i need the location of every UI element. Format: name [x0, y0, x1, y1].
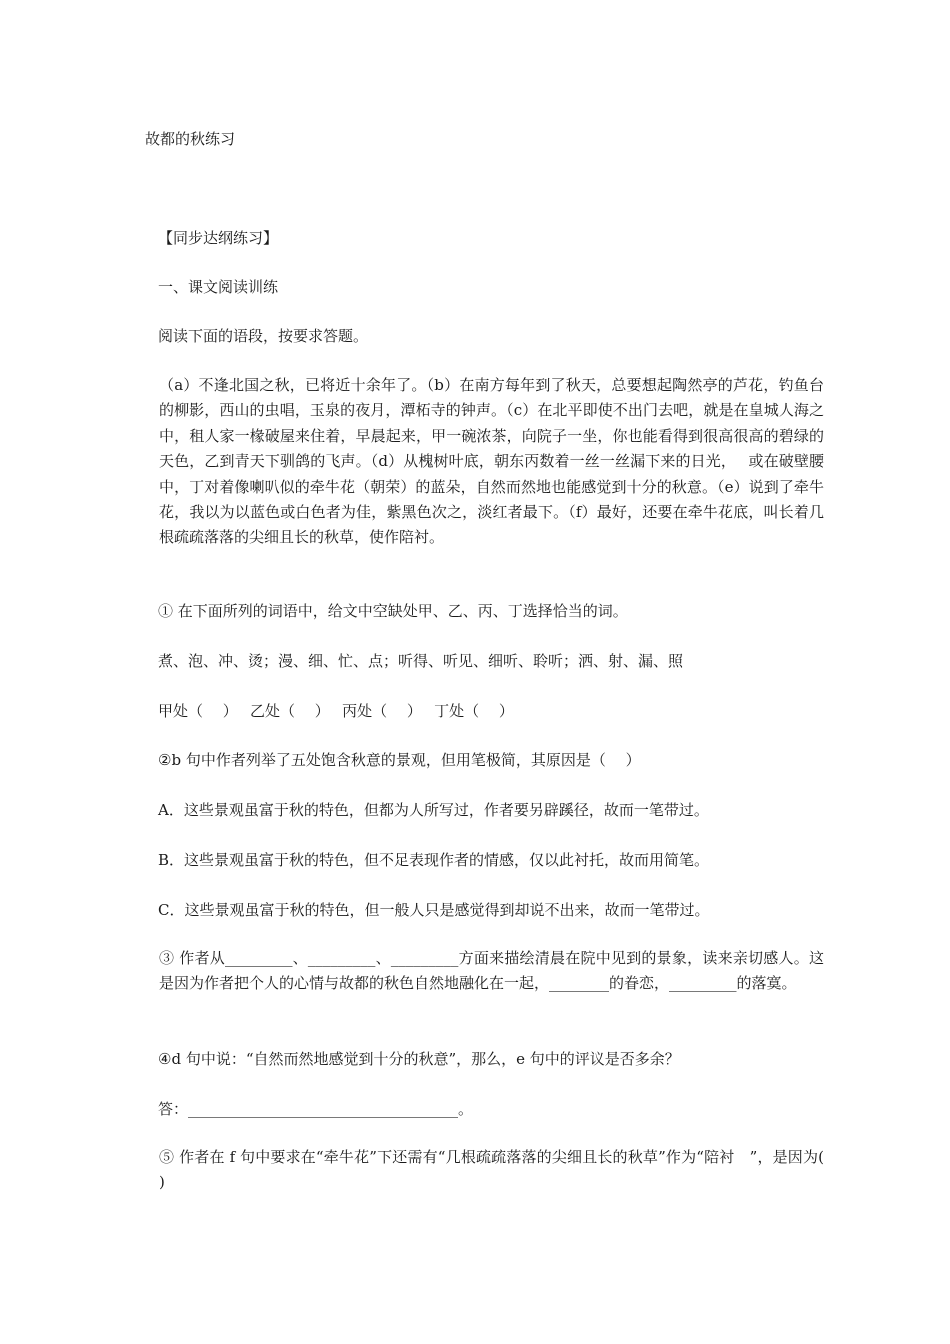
- question-2-option-b: B．这些景观虽富于秋的特色，但不足表现作者的情感，仅以此衬托，故而用简笔。: [158, 851, 710, 869]
- question-1: ① 在下面所列的词语中，给文中空缺处甲、乙、丙、丁选择恰当的词。: [158, 602, 628, 620]
- question-2: ②b 句中作者列举了五处饱含秋意的景观，但用笔极简，其原因是（ ）: [158, 751, 641, 769]
- question-2-option-a: A．这些景观虽富于秋的特色，但都为人所写过，作者要另辟蹊径，故而一笔带过。: [158, 801, 709, 819]
- reading-passage: （a）不逢北国之秋，已将近十余年了。（b）在南方每年到了秋天，总要想起陶然亭的芦花，钓鱼台的柳影，西山的虫唱，玉泉的夜月，潭柘寺的钟声。（c）在北平即使不出门去吧，就是在皇城人海之中，租人家一椽破屋来住着，早晨起来，甲一碗浓茶，向院子一坐，你也能看得到很高很高的碧绿的天色，乙到青天下驯鸽的飞声。（d）从槐树叶底，朝东丙数着一丝一丝漏下来的日光， 或在破壁腰中，丁对着像喇叭似的牵牛花（朝荣）的蓝朵，自然而然地也能感觉到十分的秋意。（e）说到了牵牛花，我以为以蓝色或白色者为佳，紫黑色次之，淡红者最下。（f）最好，还要在牵牛花底，叫长着几根疏疏落落的尖细且长的秋草，使作陪衬。: [159, 376, 824, 547]
- question-3: ③ 作者从_________、_________、_________方面来描绘清晨在院中见到的景象，读来亲切感人。这是因为作者把个人的心情与故都的秋色自然地融化在一起，________的眷恋，_________的落寞。: [159, 949, 824, 993]
- document-title: 故都的秋练习: [145, 130, 236, 148]
- question-4: ④d 句中说：“自然而然地感觉到十分的秋意”，那么，e 句中的评议是否多余？: [158, 1050, 680, 1068]
- question-2-option-c: C．这些景观虽富于秋的特色，但一般人只是感觉得到却说不出来，故而一笔带过。: [158, 901, 710, 919]
- reading-instruction: 阅读下面的语段，按要求答题。: [158, 327, 369, 345]
- question-4-answer-line: 答：____________________________________。: [158, 1100, 474, 1118]
- part-one-heading: 一、课文阅读训练: [158, 278, 279, 296]
- question-1-word-list: 煮、泡、冲、烫；漫、细、忙、点；听得、听见、细听、聆听；洒、射、漏、照: [158, 652, 684, 670]
- question-5: ⑤ 作者在 f 句中要求在“牵牛花”下还需有“几根疏疏落落的尖细且长的秋草”作为“陪衬 ”，是因为( ): [159, 1148, 824, 1192]
- section-heading: 【同步达纲练习】: [158, 229, 279, 247]
- question-1-blanks: 甲处（ ） 乙处（ ） 丙处（ ） 丁处（ ）: [158, 702, 514, 720]
